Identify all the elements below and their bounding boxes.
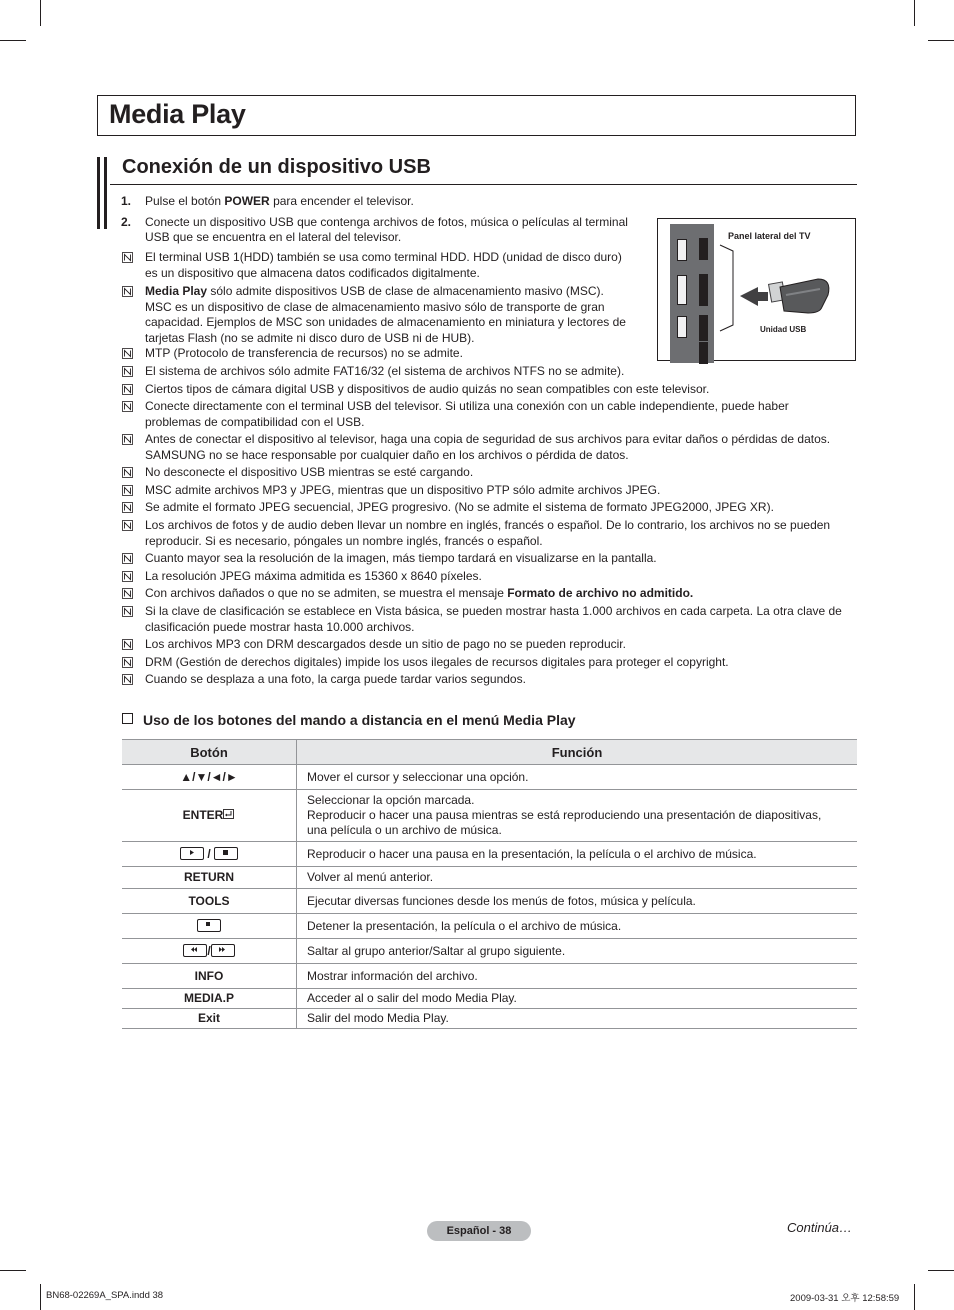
rewind-button-icon — [183, 944, 207, 957]
section-rule — [110, 184, 857, 185]
note-text: MTP (Protocolo de transferencia de recursos) no se admite. — [145, 346, 463, 360]
table-row — [122, 914, 857, 939]
note-text: Ciertos tipos de cámara digital USB y dispositivos de audio quizás no sean compatibles con este televisor. — [145, 382, 710, 396]
step-text: Conecte un dispositivo USB que contenga archivos de fotos, música o películas al terminal — [145, 215, 628, 229]
crop-mark — [928, 40, 954, 41]
note-text: Los archivos MP3 con DRM descargados desde un sitio de pago no se pueden reproducir. — [145, 637, 626, 651]
function-cell: Mover el cursor y seleccionar una opción. — [297, 765, 858, 790]
note-text: Cuando se desplaza a una foto, la carga puede tardar varios segundos. — [145, 672, 526, 686]
crop-mark — [0, 40, 26, 41]
note-icon — [122, 286, 133, 297]
crop-mark — [40, 1284, 41, 1310]
button-cell — [122, 914, 297, 939]
note-icon — [122, 639, 133, 650]
note-text: MSC es un dispositivo de clase de almacenamiento masivo sólo de transporte de gran — [145, 299, 605, 314]
function-cell: Mostrar información del archivo. — [297, 964, 858, 989]
button-cell: / — [122, 939, 297, 964]
panel-label: Panel lateral del TV — [728, 231, 811, 241]
note-icon — [122, 384, 133, 395]
note-icon — [122, 606, 133, 617]
note-icon — [122, 520, 133, 531]
button-cell: MEDIA.P — [122, 989, 297, 1009]
button-cell: INFO — [122, 964, 297, 989]
function-cell: Salir del modo Media Play. — [297, 1009, 858, 1029]
remote-heading: Uso de los botones del mando a distancia en el menú Media Play — [122, 712, 576, 728]
note-text: SAMSUNG no se hace responsable por cualquier daño en los archivos o pérdida de datos. — [145, 447, 629, 462]
button-cell: ENTER — [122, 790, 297, 842]
note-text: Se admite el formato JPEG secuencial, JPEG progresivo. (No se admite el sistema de formato JPEG2000, JPEG XR). — [145, 500, 774, 514]
play-button-icon — [180, 847, 204, 860]
note-icon — [122, 467, 133, 478]
note-text: DRM (Gestión de derechos digitales) impide los usos ilegales de recursos digitales para proteger el copyright. — [145, 655, 729, 669]
tv-side-panel-figure — [657, 218, 856, 361]
note-text: Con archivos dañados o que no se admiten, se muestra el mensaje Formato de archivo no admitido. — [145, 586, 694, 600]
button-cell: TOOLS — [122, 889, 297, 914]
section-marker — [104, 157, 107, 229]
table-row — [122, 1009, 857, 1029]
note-text: El terminal USB 1(HDD) también se usa como terminal HDD. HDD (unidad de disco duro) — [145, 250, 622, 264]
note-text: La resolución JPEG máxima admitida es 15360 x 8640 píxeles. — [145, 569, 482, 583]
note-text: Conecte directamente con el terminal USB del televisor. Si utiliza una conexión con un cable independiente, puede haber — [145, 399, 789, 413]
note-icon — [122, 588, 133, 599]
note-text: Antes de conectar el dispositivo al televisor, haga una copia de seguridad de sus archivos para evitar daños o pérdidas de datos. — [145, 432, 831, 446]
note-text: Los archivos de fotos y de audio deben llevar un nombre en inglés, francés o español. De lo contrario, los archivos no se pueden — [145, 518, 831, 532]
table-row — [122, 842, 857, 867]
crop-mark — [928, 1270, 954, 1271]
note-text: Cuanto mayor sea la resolución de la imagen, más tiempo tardará en visualizarse en la pantalla. — [145, 551, 657, 565]
pause-button-icon — [214, 847, 238, 860]
col-header-button: Botón — [122, 740, 297, 765]
timestamp: 2009-03-31 오후 12:58:59 — [790, 1293, 900, 1304]
page-title-box — [97, 95, 856, 136]
table-row — [122, 989, 857, 1009]
table-row — [122, 790, 857, 842]
note-icon — [122, 502, 133, 513]
button-cell: RETURN — [122, 867, 297, 889]
note-text: Media Play sólo admite dispositivos USB de clase de almacenamiento masivo (MSC). — [145, 284, 604, 298]
note-text: MSC admite archivos MP3 y JPEG, mientras que un dispositivo PTP sólo admite archivos JPEG. — [145, 483, 661, 497]
table-row — [122, 867, 857, 889]
file-name: BN68-02269A_SPA.indd 38 — [46, 1290, 164, 1301]
stop-button-icon — [197, 919, 221, 932]
function-cell: Reproducir o hacer una pausa en la presentación, la película o el archivo de música. — [297, 842, 858, 867]
enter-icon — [223, 809, 235, 820]
checkbox-bullet-icon — [122, 713, 133, 724]
usb-label: Unidad USB — [760, 325, 807, 334]
table-row — [122, 939, 857, 964]
button-cell: / — [122, 842, 297, 867]
section-title: Conexión de un dispositivo USB — [122, 156, 431, 178]
note-text: es un dispositivo que almacena datos codificados digitalmente. — [145, 265, 480, 280]
remote-buttons-table — [122, 739, 857, 1029]
note-icon — [122, 571, 133, 582]
table-row — [122, 964, 857, 989]
note-text: clasificación puede mostrar hasta 10.000 archivos. — [145, 619, 415, 634]
note-text: capacidad. Ejemplos de MSC son unidades de almacenamiento en miniatura y lectores de — [145, 315, 626, 329]
button-cell: ▲/▼/◄/► — [122, 765, 297, 790]
note-text: El sistema de archivos sólo admite FAT16/32 (el sistema de archivos NTFS no se admite). — [145, 364, 625, 378]
note-icon — [122, 434, 133, 445]
note-icon — [122, 401, 133, 412]
crop-mark — [40, 0, 41, 26]
note-icon — [122, 553, 133, 564]
note-text: No desconecte el dispositivo USB mientras se esté cargando. — [145, 465, 474, 479]
page-title: Media Play — [109, 99, 246, 129]
crop-mark — [914, 1284, 915, 1310]
function-cell: Ejecutar diversas funciones desde los menús de fotos, música y película. — [297, 889, 858, 914]
note-icon — [122, 348, 133, 359]
section-marker — [97, 157, 100, 229]
note-icon — [122, 252, 133, 263]
page-number: Español - 38 — [427, 1221, 531, 1241]
note-icon — [122, 485, 133, 496]
note-icon — [122, 674, 133, 685]
table-row — [122, 889, 857, 914]
step-text: Pulse el botón POWER para encender el televisor. — [145, 194, 414, 208]
fast-forward-button-icon — [211, 944, 235, 957]
function-cell: Detener la presentación, la película o el archivo de música. — [297, 914, 858, 939]
function-cell: Volver al menú anterior. — [297, 867, 858, 889]
crop-mark — [0, 1270, 26, 1271]
function-cell: Saltar al grupo anterior/Saltar al grupo siguiente. — [297, 939, 858, 964]
step-number: 1. — [121, 194, 132, 208]
note-text: tarjetas Flash (no se admite ni disco duro de USB ni de HUB). — [145, 330, 475, 345]
note-text: problemas de compatibilidad con el USB. — [145, 414, 365, 429]
continues-label: Continúa… — [787, 1220, 853, 1235]
note-text: reproducir. Si es necesario, póngales un nombre inglés, francés o español. — [145, 533, 543, 548]
table-row — [122, 765, 857, 790]
note-icon — [122, 657, 133, 668]
function-cell: Acceder al o salir del modo Media Play. — [297, 989, 858, 1009]
function-cell: Seleccionar la opción marcada. Reproducir o hacer una pausa mientras se está reproduciendo una presentación de diapositivas, una película o un archivo de música. — [297, 790, 858, 842]
step-number: 2. — [121, 215, 132, 229]
crop-mark — [914, 0, 915, 26]
col-header-function: Función — [297, 740, 858, 765]
step-text: USB que se encuentra en el lateral del televisor. — [145, 230, 402, 244]
note-text: Si la clave de clasificación se establece en Vista básica, se pueden mostrar hasta 1.000 archivos en cada carpeta. La otra clave de — [145, 604, 842, 618]
button-cell: Exit — [122, 1009, 297, 1029]
note-icon — [122, 366, 133, 377]
